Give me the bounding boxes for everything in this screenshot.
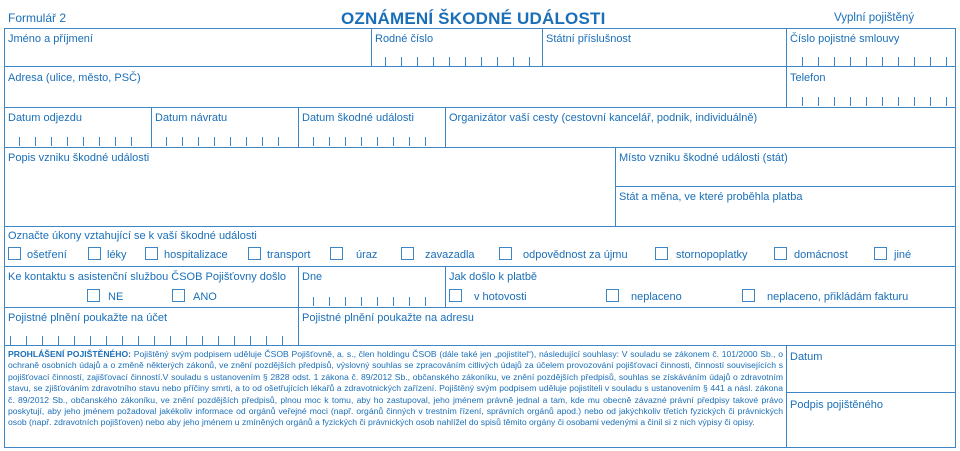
contact-date-label: Dne [302, 271, 323, 283]
declaration-text [8, 349, 783, 429]
divider [4, 266, 5, 307]
place-label: Místo vzniku škodné události (stát) [619, 152, 788, 164]
checkbox-cash[interactable] [449, 289, 462, 302]
option-label: odpovědnost za újmu [523, 249, 628, 261]
event-date-field[interactable] [313, 134, 439, 146]
return-date-field[interactable] [166, 134, 292, 146]
payout-account-label: Pojistné plnění poukažte na účet [8, 312, 168, 324]
yes-label: ANO [193, 291, 217, 303]
description-label: Popis vzniku škodné události [8, 152, 150, 164]
payment-question: Jak došlo k platbě [449, 271, 538, 283]
checkbox-unpaid-invoice[interactable] [742, 289, 755, 302]
account-number-field[interactable] [10, 333, 292, 345]
phone-field[interactable] [802, 94, 952, 106]
divider [298, 107, 299, 147]
phone-label: Telefon [790, 72, 826, 84]
nationality-field[interactable] [543, 30, 785, 65]
address-field[interactable] [5, 68, 785, 106]
divider [4, 66, 956, 67]
address-label: Adresa (ulice, město, PSČ) [8, 72, 141, 84]
checkbox-injury[interactable] [330, 247, 343, 260]
divider [298, 266, 299, 307]
divider [955, 226, 956, 266]
header-divider [4, 28, 956, 29]
signature-field[interactable] [787, 414, 954, 446]
divider [955, 107, 956, 147]
place-field[interactable] [616, 166, 954, 185]
checkbox-no[interactable] [87, 289, 100, 302]
policy-number-label: Číslo pojistné smlouvy [790, 33, 900, 45]
checkbox-hospitalization[interactable] [145, 247, 158, 260]
declaration-date-label: Datum [790, 351, 823, 363]
country-currency-field[interactable] [616, 205, 954, 225]
departure-label: Datum odjezdu [8, 112, 82, 124]
option-label: úraz [356, 249, 378, 261]
checkbox-cancellation-fees[interactable] [655, 247, 668, 260]
signature-label: Podpis pojištěného [790, 399, 883, 411]
option-label: jiné [894, 249, 912, 261]
description-field[interactable] [5, 166, 614, 224]
divider [151, 107, 152, 147]
divider [615, 186, 956, 187]
contact-question: Ke kontaktu s asistenční službou ČSOB Pojišťovny došlo [8, 271, 287, 283]
cash-label: v hotovosti [474, 291, 527, 303]
divider [786, 66, 787, 107]
country-currency-label: Stát a měna, ve které proběhla platba [619, 191, 803, 203]
divider [4, 307, 5, 345]
nationality-label: Státní příslušnost [546, 33, 631, 45]
name-field[interactable] [5, 30, 370, 65]
unpaid-label: neplaceno [631, 291, 682, 303]
policy-number-field[interactable] [802, 54, 952, 66]
unpaid-invoice-label: neplaceno, přikládám fakturu [767, 291, 909, 303]
divider [445, 266, 446, 307]
checkbox-transport[interactable] [248, 247, 261, 260]
checkbox-yes[interactable] [172, 289, 185, 302]
organizer-label: Organizátor vaší cesty (cestovní kancelář, podnik, individuálně) [449, 112, 758, 124]
divider [4, 226, 956, 227]
divider [371, 28, 372, 66]
checkbox-medicines[interactable] [88, 247, 101, 260]
birth-number-field[interactable] [385, 54, 535, 66]
checkbox-luggage[interactable] [401, 247, 414, 260]
divider [4, 226, 5, 266]
event-date-label: Datum škodné události [302, 112, 414, 124]
divider [4, 345, 5, 447]
option-label: hospitalizace [164, 249, 228, 261]
organizer-field[interactable] [446, 109, 954, 146]
divider [4, 345, 956, 346]
departure-date-field[interactable] [19, 134, 145, 146]
filled-by-label: Vyplní pojištěný [834, 12, 915, 24]
divider [4, 107, 956, 108]
option-label: stornopoplatky [676, 249, 748, 261]
option-label: léky [107, 249, 127, 261]
divider [4, 307, 956, 308]
name-label: Jméno a příjmení [8, 33, 93, 45]
option-label: ošetření [27, 249, 67, 261]
checkbox-household[interactable] [774, 247, 787, 260]
divider [955, 266, 956, 307]
divider [4, 266, 956, 267]
contact-date-field[interactable] [313, 294, 439, 306]
declaration-date-field[interactable] [787, 366, 954, 391]
payout-address-field[interactable] [299, 309, 954, 344]
checkbox-treatment[interactable] [8, 247, 21, 260]
checkbox-other[interactable] [874, 247, 887, 260]
form-title: OZNÁMENÍ ŠKODNÉ UDÁLOSTI [341, 9, 606, 28]
divider [955, 345, 956, 447]
declaration-body: Pojištěný svým podpisem uděluje ČSOB Pojišťovně, a. s., člen holdingu ČSOB (dále také jen „pojistitel“), následující souhlasy: V souladu se zákonem č. 101/2000 Sb., o ochraně osobních údajů a o změně některých zákonů, ve znění pozdějších předpisů, výslovný souhlas se zpracováním citlivých údajů za účelem provozování pojišťovací činnosti, činností souvisejících s pojišťovací činností, zajišťovací činností.V souladu s ustanovením § 2828 odst. 1 zákona č. 89/2012 Sb., občanského zákoníku, ve znění pozdějších předpisů, souhlas se získáváním údajů o zdravotním stavu, se zjišťováním zdravotního stavu nebo příčiny smrti, a to od ošetřujících lékařů a zdravotnických zařízení. Pojištěný svým podpisem uděluje pojistiteli v souladu s ustanovením § 441 a násl. zákona č. 89/2012 Sb., občanského zákoníku, ve znění pozdějších předpisů, plnou moc k tomu, aby ho zastupoval, jeho jménem právně jednal a tam, kde mu obecně závazné právní předpisy takové právo poskytují, aby jeho jménem požadoval jakékoliv informace od orgánů veřejné moci (např. orgánů činných v trestním řízení, správních orgánů apod.) nebo od jakýchkoliv třetích fyzických či právnických osob (např. zdravotních pojišťoven) nebo aby jeho jménem u zmíněných orgánů a fyzických či právnických osob nahlížel do spisů těmito orgány či osobami vedenými a činil si z nich výpisy či opisy. [8, 349, 784, 428]
declaration-label: PROHLÁŠENÍ POJIŠTĚNÉHO: [8, 349, 132, 359]
divider [4, 147, 956, 148]
form-number: Formulář 2 [8, 11, 67, 25]
return-label: Datum návratu [155, 112, 228, 124]
divider [786, 28, 787, 66]
option-label: zavazadla [425, 249, 475, 261]
option-label: domácnost [794, 249, 848, 261]
payout-address-label: Pojistné plnění poukažte na adresu [302, 312, 474, 324]
option-label: transport [267, 249, 311, 261]
no-label: NE [108, 291, 124, 303]
divider [955, 66, 956, 107]
divider [955, 28, 956, 66]
acts-heading: Označte úkony vztahující se k vaší škodné události [8, 230, 257, 242]
checkbox-liability[interactable] [499, 247, 512, 260]
divider [786, 392, 956, 393]
divider [4, 447, 956, 448]
birth-number-label: Rodné číslo [375, 33, 434, 45]
checkbox-unpaid[interactable] [606, 289, 619, 302]
divider [955, 307, 956, 345]
divider [4, 107, 5, 147]
